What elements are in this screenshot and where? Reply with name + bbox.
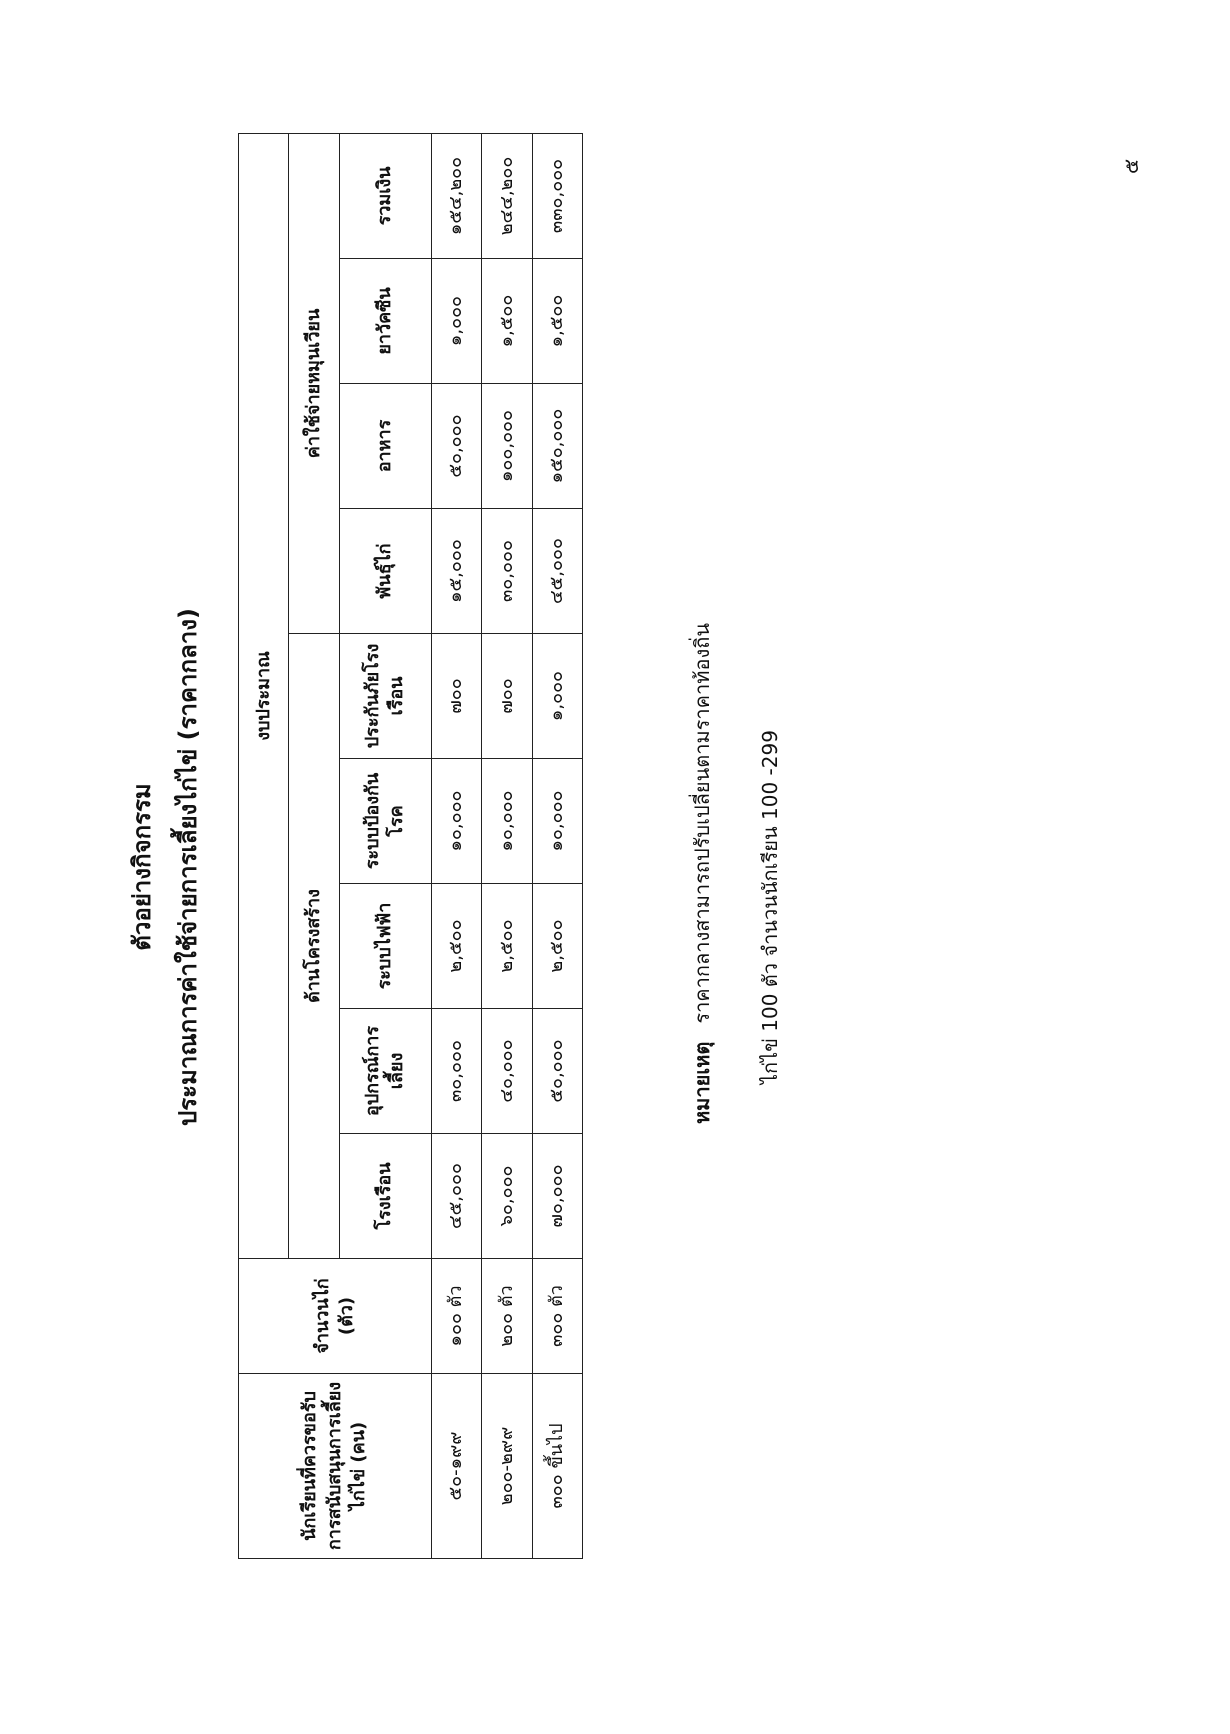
- document-title: ตัวอย่างกิจกรรม: [128, 783, 156, 951]
- header-chickens: จำนวนไก่ (ตัว): [239, 1259, 432, 1374]
- table-row: [482, 133, 532, 1558]
- cell-value: ๗๐๐: [482, 634, 532, 759]
- cell-chickens: ๓๐๐ ตัว: [532, 1259, 582, 1374]
- cell-students: ๓๐๐ ขึ้นไป: [532, 1374, 582, 1559]
- cell-value: ๒,๕๐๐: [532, 884, 582, 1009]
- cell-students: ๒๐๐-๒๙๙: [482, 1374, 532, 1559]
- cell-value: ๑๕๐,๐๐๐: [532, 384, 582, 509]
- cell-value: ๒,๕๐๐: [431, 884, 481, 1009]
- cell-value: ๑๕,๐๐๐: [431, 509, 481, 634]
- cell-value: ๕๐,๐๐๐: [532, 1009, 582, 1134]
- remark-label: หมายเหตุ: [690, 1041, 714, 1124]
- cell-value: ๑๐,๐๐๐: [482, 759, 532, 884]
- cell-value: ๓๐,๐๐๐: [482, 509, 532, 634]
- cell-value: ๗๐๐: [431, 634, 481, 759]
- cell-value: ๓๐,๐๐๐: [431, 1009, 481, 1134]
- column-header: อุปกรณ์การเลี้ยง: [339, 1009, 431, 1134]
- cell-value: ๑๐๐,๐๐๐: [482, 384, 532, 509]
- column-header: ระบบไฟฟ้า: [339, 884, 431, 1009]
- column-header: ระบบป้องกันโรค: [339, 759, 431, 884]
- column-header: โรงเรือน: [339, 1134, 431, 1259]
- cell-chickens: ๒๐๐ ตัว: [482, 1259, 532, 1374]
- budget-table: [238, 133, 583, 1559]
- remark-line-2: ไก่ไข่ 100 ตัว จำนวนนักเรียน 100 -299: [758, 730, 782, 1084]
- cell-chickens: ๑๐๐ ตัว: [431, 1259, 481, 1374]
- cell-students: ๕๐-๑๙๙: [431, 1374, 481, 1559]
- page-number: ๕: [1119, 158, 1143, 174]
- cell-value: ๑๐,๐๐๐: [532, 759, 582, 884]
- column-header: ประกันภัยโรงเรือน: [339, 634, 431, 759]
- cell-value: ๔๕,๐๐๐: [532, 509, 582, 634]
- column-header: อาหาร: [339, 384, 431, 509]
- cell-value: ๕๐,๐๐๐: [431, 384, 481, 509]
- header-budget: งบประมาณ: [239, 133, 289, 1258]
- cell-value: ๑,๕๐๐: [532, 259, 582, 384]
- cell-total: ๓๓๐,๐๐๐: [532, 133, 582, 258]
- column-header: ยาวัคซีน: [339, 259, 431, 384]
- header-infrastructure: ด้านโครงสร้าง: [289, 634, 339, 1259]
- cell-value: ๑,๐๐๐: [532, 634, 582, 759]
- cell-total: ๒๔๔,๒๐๐: [482, 133, 532, 258]
- remark: [686, 623, 718, 1124]
- cell-value: ๒,๕๐๐: [482, 884, 532, 1009]
- remark-text: ราคากลางสามารถปรับเปลี่ยนตามราคาท้องถิ่น: [690, 622, 714, 1024]
- column-header: รวมเงิน: [339, 133, 431, 258]
- table-row: [431, 133, 481, 1558]
- document-subtitle: ประมาณการค่าใช้จ่ายการเลี้ยงไก่ไข่ (ราคากลาง): [174, 608, 202, 1126]
- header-operating: ค่าใช้จ่ายหมุนเวียน: [289, 133, 339, 633]
- cell-total: ๑๕๔,๒๐๐: [431, 133, 481, 258]
- cell-value: ๔๕,๐๐๐: [431, 1134, 481, 1259]
- cell-value: ๗๐,๐๐๐: [532, 1134, 582, 1259]
- cell-value: ๑,๐๐๐: [431, 259, 481, 384]
- column-header: พันธุ์ไก่: [339, 509, 431, 634]
- header-students: นักเรียนที่ควรขอรับการสนับสนุนการเลี้ยงไก่ไข่ (คน): [239, 1374, 432, 1559]
- table-header-row: [239, 133, 289, 1558]
- table-row: [532, 133, 582, 1558]
- cell-value: ๑,๕๐๐: [482, 259, 532, 384]
- cell-value: ๑๐,๐๐๐: [431, 759, 481, 884]
- cell-value: ๖๐,๐๐๐: [482, 1134, 532, 1259]
- cell-value: ๔๐,๐๐๐: [482, 1009, 532, 1134]
